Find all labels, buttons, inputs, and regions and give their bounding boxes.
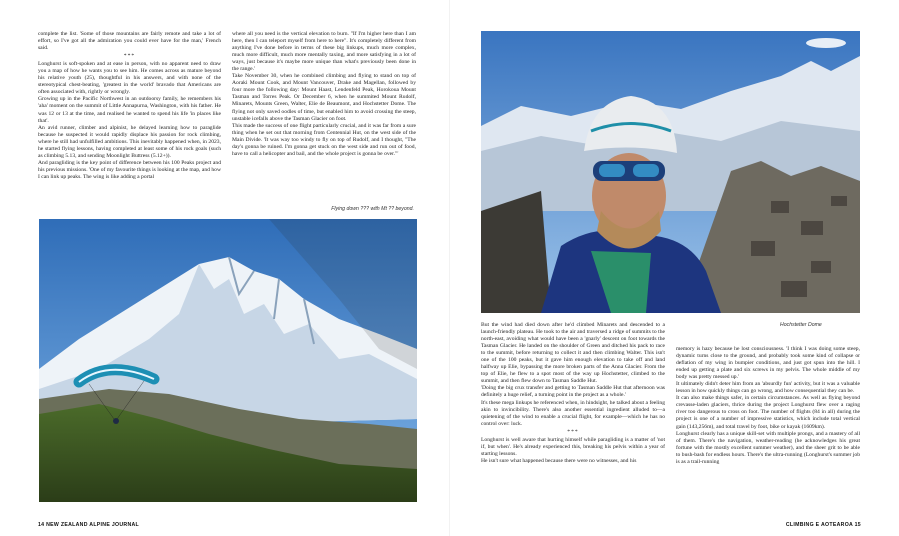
right-folio: CLIMBING E AOTEAROA 15 xyxy=(785,522,861,528)
paragraph: An avid runner, climber and alpinist, he delayed learning how to paraglide because he suspected it would rapidly displace his passion for rock climbing, where he still had unfulfilled ambitions. This inevitably happened when, in 2023, he started flying lessons, having completed at least some of his rock goals (such as climbing 5.13, and sending Moonlight Buttress (5.12+)). xyxy=(38,124,221,159)
right-photo-caption: Hochstetter Dome xyxy=(780,322,822,328)
left-column-1 xyxy=(38,31,221,217)
left-folio: 14 NEW ZEALAND ALPINE JOURNAL xyxy=(38,522,140,528)
paragraph: Take November 30, when he combined climbing and flying to stand on top of Aoraki Mount Cook, and Mount Vancouver, Drake and Magellan, followed by four more the following day: Mount Haast, Lendenfeld Peak, Horokoua Mount Tasman and Torres Peak. Or December 6, when he summited Mount Rudolf, Minarets, Mounts Green, Walter, Elie de Beaumont, and Hochstetter Dome. The flying not only saved oodles of time, but enabled him to avoid crossing the steep, unstable icefalls above the Tasman Glacier on foot. xyxy=(232,73,416,122)
paragraph: This made the success of one flight particularly crucial, and it was far from a sure thing when he set out that morning from Centennial Hut, on the west side of the Main Divide. 'It was way too windy to fly on top of Rudolf, and I thought, "The day's gonna be ruined. I'm gonna get stuck on the west side and run out of food, have to call a helicopter and bail, and the whole project is gonna be over."' xyxy=(232,122,416,157)
paragraph: 'Doing the big crux transfer and getting to Tasman Saddle Hut that afternoon was definitely a huge relief, a turning point in the project as a whole.' xyxy=(481,385,665,399)
paragraph: Longhurst clearly has a unique skill-set with multiple prongs, and a mastery of all of them. There's the navigation, weather-reading (he acknowledges his great fortune with the mostly excellent summer weather), and the sheer grit to be able to bush-bash for endless hours. There's the ultra-running (Longhurst's summer job is as a trail-running xyxy=(676,430,860,465)
paragraph: complete the list. 'Some of those mountains are fairly remote and take a lot of effort, so I've got all the admiration you could ever have for the man,' French said. xyxy=(38,31,221,52)
paraglider-photo xyxy=(39,219,417,502)
paragraph: where all you need is the vertical elevation to burn. "If I'm higher here than I am here, then I can teleport myself from here to here". It's completely different from anything I've done before in terms of these big linkups, much more complex, much more difficult, much more mentally taxing, and more satisfying in a lot of ways, just because it's maybe more unique than what's previously been done in the range.' xyxy=(232,31,416,73)
paragraph: And paragliding is the key point of difference between his 100 Peaks project and his previous missions. 'One of my favourite things is looking at the map, and how I can link up peaks. The wing is like adding a portal xyxy=(38,159,221,180)
paragraph: Longhurst is well aware that hurting himself while paragliding is a matter of 'not if, but when'. He's already experienced this, breaking his pelvis within a year of starting lessons. xyxy=(481,436,665,457)
right-column-2 xyxy=(676,346,860,506)
paragraph: He isn't sure what happened because there were no witnesses, and his xyxy=(481,457,637,464)
paragraph: Longhurst is soft-spoken and at ease in person, with no apparent need to draw you a map of how he wants you to see him. He comes across as mature beyond his relative youth (25), thoughtful in his answers, and with none of the stereotypical chest-beating, 'greatest in the world' bravado that Americans are often associated with, rightly or wrongly. xyxy=(38,61,221,96)
paragraph: Growing up in the Pacific Northwest in an outdoorsy family, he remembers his 'aha' moment on the summit of Little Annapurna, Washington, with his father. He was 12 or 13 at the time, and realised he wanted to spend his life 'in places like that'. xyxy=(38,96,221,124)
right-column-1 xyxy=(481,322,665,505)
left-photo-caption: Flying down ??? with Mt ?? beyond. xyxy=(331,206,414,212)
paragraph: It ultimately didn't deter him from an 'absurdly fun' activity, but it was a valuable lesson in how quickly things can go wrong, and how consequential they can be. xyxy=(676,381,860,395)
climber-selfie-photo xyxy=(481,31,860,313)
paragraph: memory is hazy because he lost consciousness. 'I think I was doing some steep, dynamic turns close to the ground, and probably took some kind of collapse or deflation of my wing in bumpier conditions, and just got spun into the hill. I ended up getting a plate and six screws in my pelvis. The whole middle of my body was pretty messed up.' xyxy=(676,346,860,381)
paragraph: It can also make things safer, in certain circumstances. As well as flying beyond crevasse-laden glaciers, thrice during the project Longhurst flew over a raging river too dangerous to cross on foot. The number of flights (84 in all) during the project is one of a number of impressive statistics, which include total vertical gain (143,256m), and total travel by foot, bike or kayak (1609km). xyxy=(676,395,860,430)
left-column-2 xyxy=(232,31,416,201)
paragraph: It's these mega linkups he referenced when, in hindsight, he talked about a feeling akin to invincibility. There's also another essential ingredient alluded to—a quietening of the wind to enable a crucial flight, for example—which he has no control over: luck. xyxy=(481,399,665,427)
paragraph: But the wind had died down after he'd climbed Minarets and descended to a launch-friendly plateau. He took to the air and traversed a ridge of summits to the north-east, avoiding what would have been a 'gnarly' descent on foot towards the Tasman Glacier. He landed on the shoulder of Green and ditched his pack to race to the summit, before returning to collect it and then climbing Walter. This isn't one of the 100 peaks, but it gave him enough elevation to take off and land halfway up Elie, bypassing the more broken parts of the Anna Glacier. From the top of Elie, he flew to a spot most of the way up Hochstetter, climbed to the summit, and then flew down to Tasman Saddle Hut. xyxy=(481,322,665,385)
section-break: *** xyxy=(567,428,579,435)
page-gutter xyxy=(449,0,450,536)
section-break: *** xyxy=(123,53,136,60)
